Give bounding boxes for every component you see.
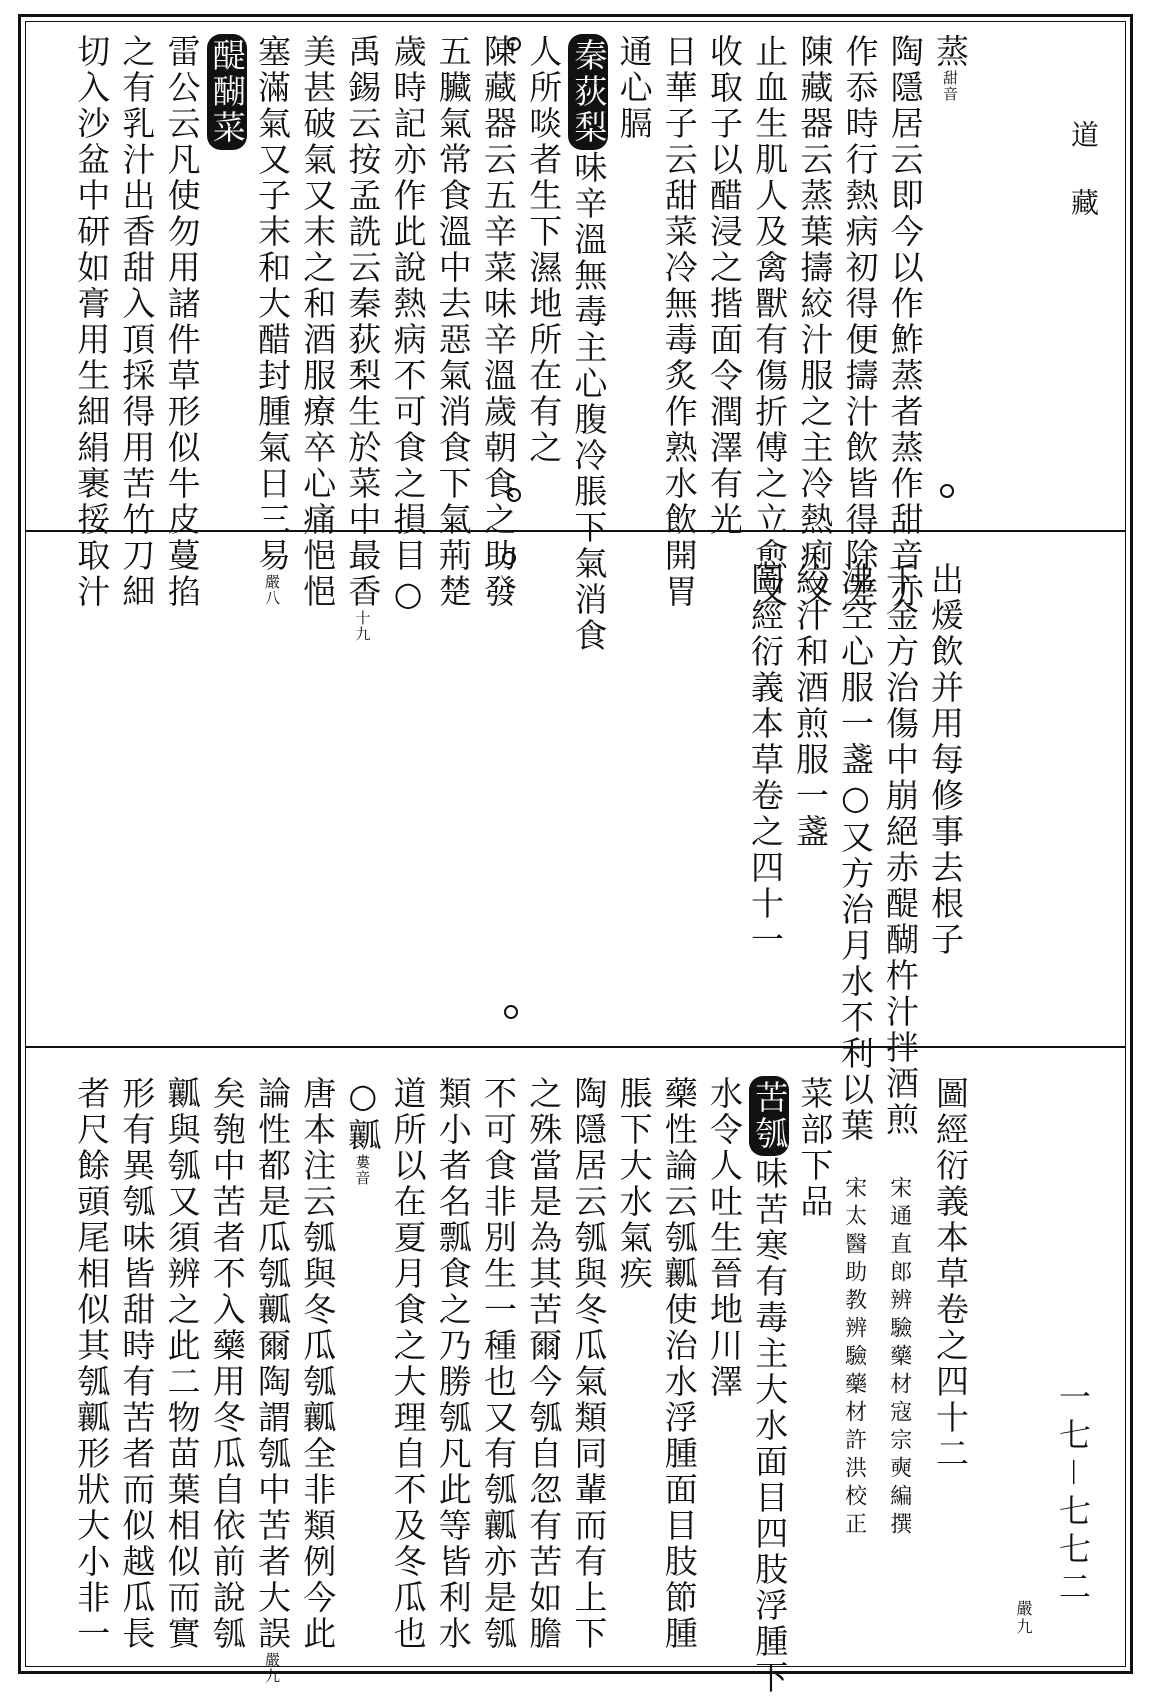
column-text: 禹錫云按孟詵云秦荻梨生於菜中最香 [343,34,383,610]
text-column [925,562,965,958]
text-column [71,34,111,610]
text-column [749,1076,789,1696]
text-column [835,562,875,1144]
text-column [614,34,654,142]
column-text: 止血生肌人及禽獸有傷折傅之立愈又 [750,34,790,610]
text-column [840,1176,868,1540]
column-text: 絞汁和酒煎服一盞 [791,562,830,850]
text-column [433,1076,473,1652]
text-column [885,1176,913,1540]
punctuation-circle [507,488,521,502]
column-text: 陶隱居云瓠與冬瓜氣類同輩而有上下 [569,1076,609,1652]
column-text: 通心膈 [614,34,654,142]
column-text: 藥性論云瓠瓤使治水浮腫面目肢節腫 [659,1076,699,1652]
column-text: 五臟氣常食溫中去惡氣消食下氣荊楚 [433,34,473,610]
column-text: 論性都是瓜瓠瓤爾陶謂瓠中苦者大誤 [253,1076,292,1652]
text-column [388,34,428,616]
text-column [704,1076,744,1400]
column-text: 類小者名瓢食之乃勝瓠凡此等皆利水 [433,1076,473,1652]
text-column [568,1076,608,1652]
inline-note: 嚴九 [263,1652,281,1684]
column-text: 水令人吐生晉地川澤 [705,1076,744,1400]
text-column [659,1076,699,1652]
collection-char-2: 藏 [1067,188,1100,256]
column-text: 之殊當是為其苦爾今瓠自忽有苦如膽 [524,1076,564,1652]
page-number: 一七－七七二 [1054,1380,1092,1609]
text-column [790,562,830,850]
column-text: 美甚破氣又末之和酒服療卒心痛悒悒 [298,34,338,610]
credit-line: 宋通直郎辨驗藥材寇宗奭編撰 [886,1176,912,1540]
text-column [116,34,156,610]
text-column [880,562,920,1138]
text-column [840,34,880,610]
punctuation-circle [507,37,521,51]
entry-heading-badge: 苦瓠 [749,1076,789,1156]
text-column [794,1076,834,1220]
text-column [478,1076,518,1652]
text-column [885,34,925,610]
text-column [568,34,608,654]
punctuation-circle [940,484,954,498]
text-column [523,1076,563,1652]
column-text: 不可食非別生一種也又有瓠瓤亦是瓠 [479,1076,518,1652]
text-column [614,1076,654,1292]
text-column [478,34,518,610]
column-text: 雷公云凡使勿用諸件草形似牛皮蔓掐 [162,34,202,610]
column-text: 日華子云甜菜冷無毒炙作熟水飲開胃 [659,34,699,610]
text-column [523,34,563,466]
text-column [794,34,834,610]
text-column [297,1076,337,1652]
text-column [162,1076,202,1652]
panel-divider-bottom [26,1046,1125,1048]
text-column [297,34,337,610]
column-text: 脹下大水氣疾 [614,1076,654,1292]
column-text: 陳藏器云五辛菜味辛溫歲朝食之助發 [479,34,518,610]
text-column [745,562,785,958]
column-text: 形有異瓠味皆甜時有苦者而似越瓜長 [117,1076,157,1652]
column-text: 唐本注云瓠與冬瓜瓠瓤全非類例今此 [298,1076,338,1652]
punctuation-circle [502,551,516,565]
column-text: 矣匏中苦者不入藥用冬瓜自依前說瓠 [207,1076,247,1652]
column-text: 菜部下品 [795,1076,835,1220]
column-text: 歲時記亦作此說熱病不可食之損目○ [388,34,428,616]
entry-heading-badge: 秦荻梨 [568,34,608,150]
corner-note: 嚴九 [1014,1600,1033,1636]
text-column [162,34,202,610]
column-text: 圖經衍義本草卷之四十一 [746,562,785,958]
column-text: 味辛溫無毒主心腹冷脹下氣消食 [569,150,609,654]
entry-heading-badge: 醍醐菜 [207,34,247,150]
text-column [930,1076,970,1472]
text-column [342,34,382,642]
inline-note: 嚴八 [263,574,281,606]
text-column [116,1076,156,1652]
column-text: 圖經衍義本草卷之四十二 [931,1076,970,1472]
inline-note: 甜音 [941,70,959,102]
text-column [659,34,699,610]
text-column [252,1076,292,1684]
column-text: 作忝時行熱病初得便擣汁飲皆得除差 [840,34,880,610]
text-column [207,34,247,150]
column-text: 塞滿氣又子末和大醋封腫氣日三易 [253,34,292,574]
column-text: 味苦寒有毒主大水面目四肢浮腫下 [750,1156,790,1696]
credit-line: 宋太醫助教辨驗藥材許洪校正 [841,1176,867,1540]
inline-note: 婁音 [353,1154,372,1186]
inline-note: 十九 [353,610,372,642]
text-column [342,1076,382,1186]
text-column [704,34,744,538]
text-column [749,34,789,610]
text-column [71,1076,111,1652]
text-column [252,34,292,606]
column-text: 切入沙盆中研如膏用生細絹裹挼取汁 [72,34,112,610]
collection-char-1: 道 [1067,120,1100,188]
column-text: 人所啖者生下濕地所在有之 [524,34,564,466]
column-text: 出煖飲并用每修事去根子 [926,562,965,958]
column-text: 之有乳汁出香甜入頂採得用苦竹刀細 [117,34,157,610]
text-column [433,34,473,610]
punctuation-circle [504,1005,518,1019]
text-column [207,1076,247,1652]
column-text: 者尺餘頭尾相似其瓠瓤形狀大小非一 [72,1076,112,1652]
column-text: 千金方治傷中崩絕赤醍醐杵汁拌酒煎 [881,562,920,1138]
column-text: 瓤與瓠又須辨之此二物苗葉相似而實 [162,1076,202,1652]
column-text: 蒸 [931,34,970,70]
text-column [388,1076,428,1652]
text-column [930,34,970,102]
column-text: 陶隱居云即今以作鮓蒸者蒸作甜音亦 [885,34,925,610]
column-text: 道所以在夏月食之大理自不及冬瓜也 [388,1076,428,1652]
column-text: 收取子以醋浸之揩面令潤澤有光 [705,34,744,538]
column-text: 陳藏器云蒸葉擣絞汁服之主冷熱痢又 [795,34,835,610]
column-text: ○瓤 [343,1076,383,1154]
column-text: 沸空心服一盞○又方治月水不利以葉 [836,562,875,1144]
